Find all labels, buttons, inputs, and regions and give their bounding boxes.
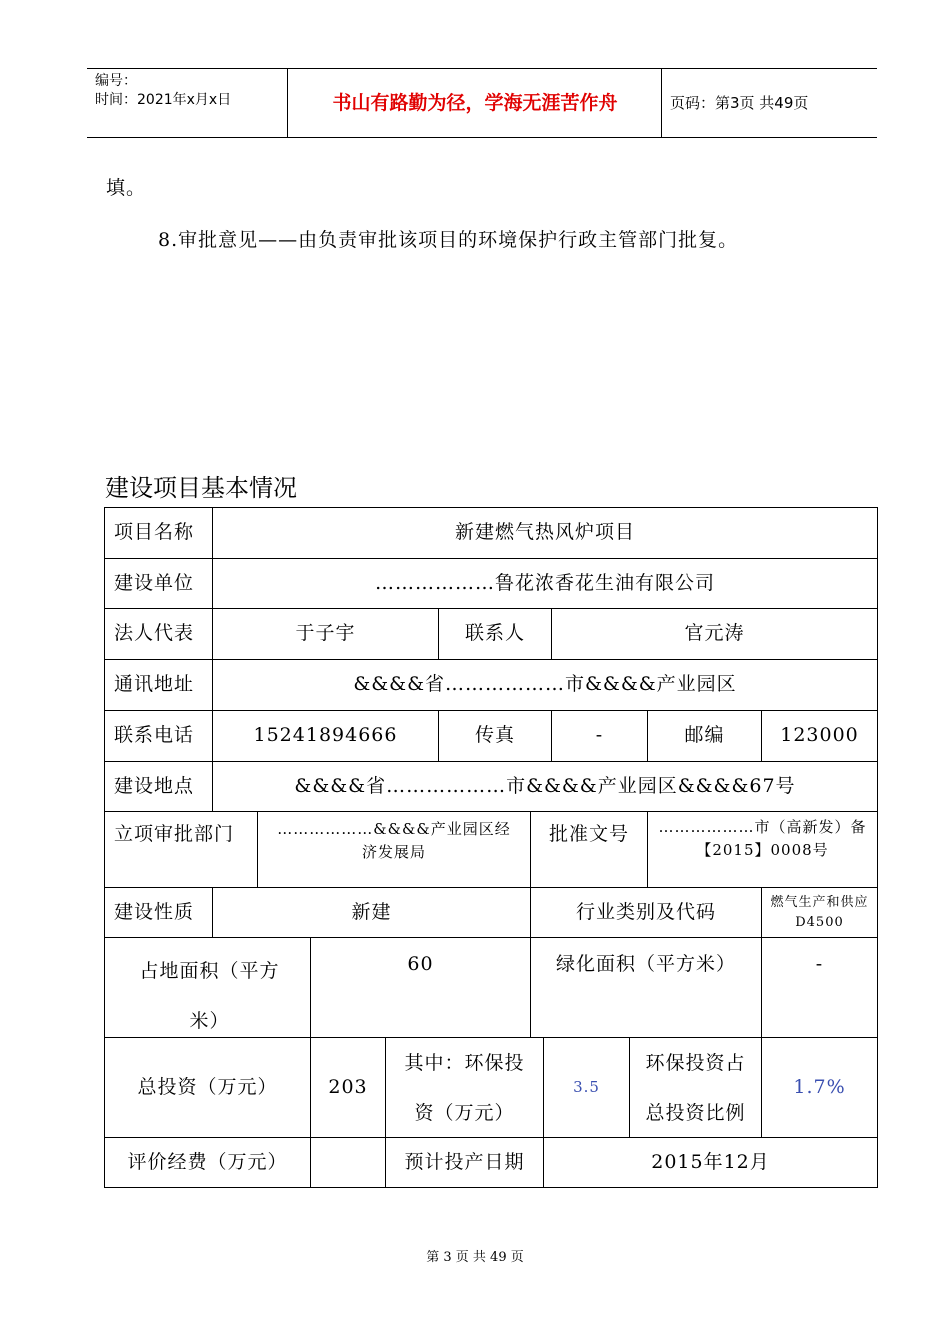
- start-date-label: 预计投产日期: [386, 1138, 544, 1187]
- builder-label: 建设单位: [105, 559, 213, 609]
- header-divider: [661, 69, 662, 137]
- body-line-1: 填。: [106, 177, 147, 199]
- address-value: &&&&省………………市&&&&产业园区: [213, 660, 877, 711]
- header-time: 时间：2021年x月x日: [95, 92, 232, 108]
- green-area-value: -: [762, 938, 877, 1038]
- legal-rep-value: 于子宇: [213, 609, 439, 660]
- green-area-label: 绿化面积（平方米）: [531, 938, 762, 1038]
- phone-value: 15241894666: [213, 711, 439, 762]
- fax-value: -: [552, 711, 648, 762]
- total-invest-label: 总投资（万元）: [105, 1038, 311, 1138]
- contact-value: 官元涛: [552, 609, 877, 660]
- site-label: 建设地点: [105, 762, 213, 812]
- fax-label: 传真: [439, 711, 552, 762]
- postcode-label: 邮编: [648, 711, 762, 762]
- approval-no-label: 批准文号: [531, 812, 648, 888]
- header-divider: [287, 69, 288, 137]
- land-area-label: 占地面积（平方米）: [105, 938, 311, 1038]
- industry-value: 燃气生产和供应D4500: [762, 888, 877, 938]
- env-invest-value: 3.5: [544, 1038, 630, 1138]
- env-ratio-label: 环保投资占总投资比例: [630, 1038, 762, 1138]
- contact-label: 联系人: [439, 609, 552, 660]
- address-label: 通讯地址: [105, 660, 213, 711]
- approval-dept-label: 立项审批部门: [105, 812, 258, 888]
- postcode-value: 123000: [762, 711, 877, 762]
- land-area-value: 60: [311, 938, 531, 1038]
- env-invest-label: 其中：环保投资（万元）: [386, 1038, 544, 1138]
- header-page-number: 页码：第3页 共49页: [670, 94, 809, 112]
- header-motto: 书山有路勤为径，学海无涯苦作舟: [332, 92, 618, 114]
- eval-fee-value: [311, 1138, 386, 1187]
- project-info-table: [104, 507, 878, 1188]
- builder-value: ………………鲁花浓香花生油有限公司: [213, 559, 877, 609]
- page-footer: 第 3 页 共 49 页: [426, 1250, 524, 1265]
- nature-value: 新建: [213, 888, 531, 938]
- header-meta: [95, 72, 285, 110]
- section-title: 建设项目基本情况: [105, 474, 297, 502]
- body-line-2: 8.审批意见——由负责审批该项目的环境保护行政主管部门批复。: [158, 229, 739, 251]
- start-date-value: 2015年12月: [651, 1150, 770, 1173]
- header-number: 编号：: [95, 73, 137, 89]
- project-name-label: 项目名称: [105, 508, 213, 559]
- legal-rep-label: 法人代表: [105, 609, 213, 660]
- project-name-value: 新建燃气热风炉项目: [213, 508, 877, 559]
- approval-dept-value: ………………&&&&产业园区经济发展局: [258, 812, 531, 888]
- site-value: &&&&省………………市&&&&产业园区&&&&67号: [213, 762, 877, 812]
- nature-label: 建设性质: [105, 888, 213, 938]
- eval-fee-label: 评价经费（万元）: [105, 1138, 311, 1187]
- page-header: [87, 68, 877, 138]
- approval-no-value: ………………市（高新发）备【2015】0008号: [648, 812, 877, 888]
- total-invest-value: 203: [311, 1038, 386, 1138]
- env-ratio-value: 1.7%: [762, 1038, 877, 1138]
- phone-label: 联系电话: [105, 711, 213, 762]
- industry-label: 行业类别及代码: [531, 888, 762, 938]
